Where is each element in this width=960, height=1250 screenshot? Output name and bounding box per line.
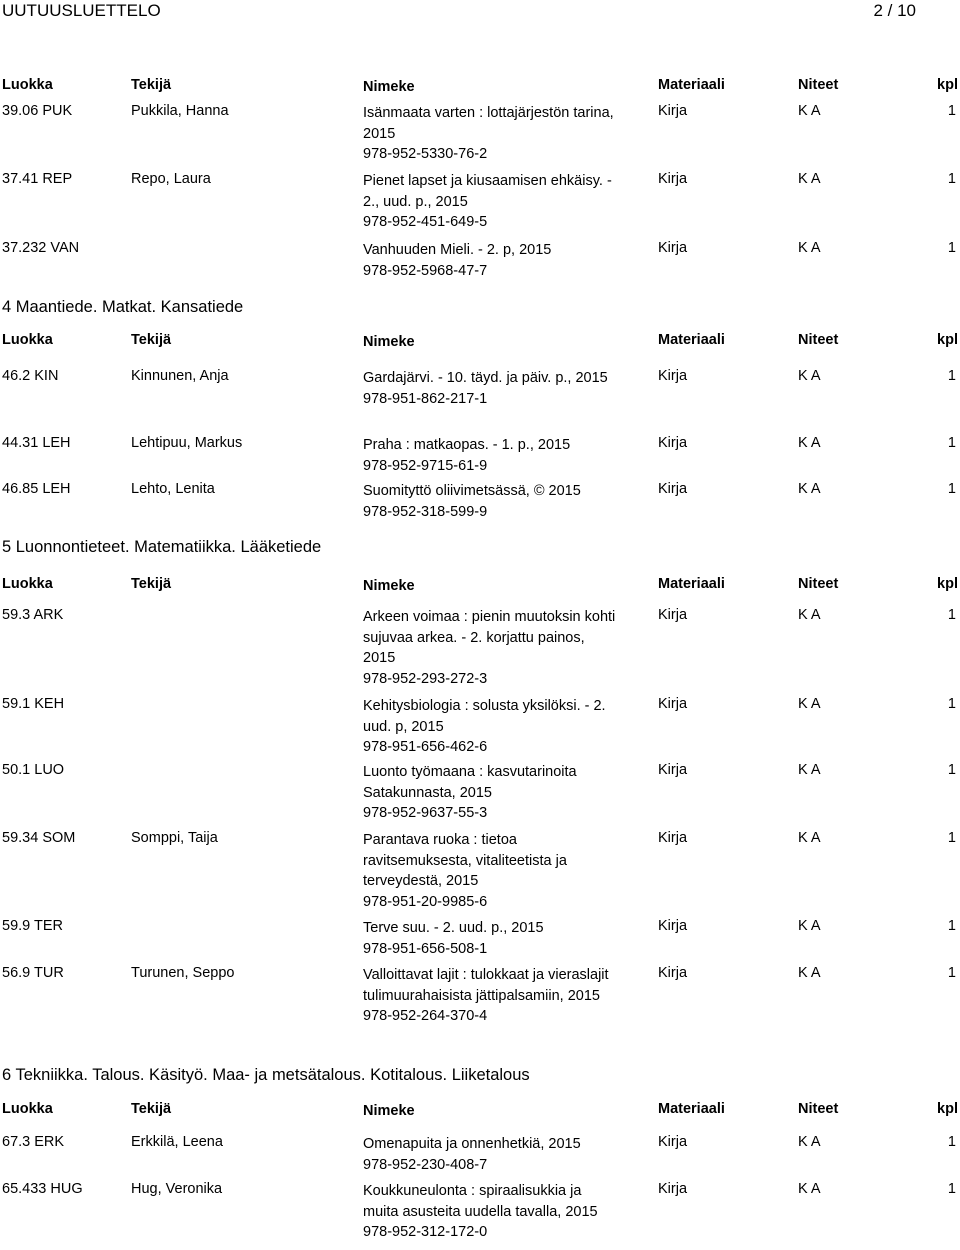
quantity: 1 [947, 1181, 956, 1197]
author: Hug, Veronika [131, 1181, 223, 1197]
column-header-row [0, 332, 960, 352]
title-text: Parantava ruoka : tietoa ravitsemuksesta, vitaliteetista ja terveydestä, 2015 [363, 832, 567, 890]
material: Kirja [658, 240, 688, 256]
material: Kirja [658, 965, 688, 981]
author: Lehto, Lenita [131, 481, 215, 497]
author: Erkkilä, Leena [131, 1134, 223, 1150]
isbn: 978-952-5968-47-7 [363, 262, 488, 279]
title-cell [363, 607, 619, 689]
title-cell [363, 762, 619, 824]
page-header [0, 0, 960, 22]
header-qty: kpl [937, 576, 958, 592]
header-author: Tekijä [131, 1101, 172, 1117]
title-cell [363, 103, 619, 165]
volumes: K A [798, 368, 821, 384]
class-code: 39.06 PUK [2, 103, 73, 119]
class-code: 44.31 LEH [2, 435, 71, 451]
title-text: Gardajärvi. - 10. täyd. ja päiv. p., 2015 [363, 370, 608, 386]
header-volumes: Niteet [798, 77, 839, 93]
volumes: K A [798, 830, 821, 846]
header-title: Nimeke [363, 1103, 415, 1119]
header-volumes: Niteet [798, 1101, 839, 1117]
header-class: Luokka [2, 576, 53, 592]
volumes: K A [798, 435, 821, 451]
header-class: Luokka [2, 77, 53, 93]
title-cell [363, 435, 619, 476]
isbn: 978-952-451-649-5 [363, 214, 488, 231]
class-code: 59.1 KEH [2, 696, 65, 712]
class-code: 50.1 LUO [2, 762, 65, 778]
section-heading: 5 Luonnontieteet. Matematiikka. Lääketiede [2, 538, 322, 556]
header-author: Tekijä [131, 77, 172, 93]
class-code: 59.34 SOM [2, 830, 76, 846]
volumes: K A [798, 762, 821, 778]
title-cell [363, 1134, 619, 1175]
quantity: 1 [947, 481, 956, 497]
header-qty: kpl [937, 1101, 958, 1117]
class-code: 65.433 HUG [2, 1181, 83, 1197]
class-code: 46.85 LEH [2, 481, 71, 497]
header-title: Nimeke [363, 334, 415, 350]
title-text: Arkeen voimaa : pienin muutoksin kohti sujuvaa arkea. - 2. korjattu painos, 2015 [363, 609, 616, 667]
material: Kirja [658, 1134, 688, 1150]
material: Kirja [658, 1181, 688, 1197]
header-material: Materiaali [658, 1101, 725, 1117]
material: Kirja [658, 481, 688, 497]
section-heading: 6 Tekniikka. Talous. Käsityö. Maa- ja metsätalous. Kotitalous. Liiketalous [2, 1066, 530, 1084]
quantity: 1 [947, 607, 956, 623]
volumes: K A [798, 240, 821, 256]
volumes: K A [798, 481, 821, 497]
volumes: K A [798, 1134, 821, 1150]
author: Somppi, Taija [131, 830, 218, 846]
header-volumes: Niteet [798, 576, 839, 592]
quantity: 1 [947, 368, 956, 384]
volumes: K A [798, 1181, 821, 1197]
column-header-row [0, 77, 960, 97]
header-author: Tekijä [131, 332, 172, 348]
column-header-row [0, 576, 960, 596]
author: Repo, Laura [131, 171, 211, 187]
class-code: 59.3 ARK [2, 607, 64, 623]
volumes: K A [798, 918, 821, 934]
header-title: Nimeke [363, 79, 415, 95]
header-material: Materiaali [658, 332, 725, 348]
material: Kirja [658, 435, 688, 451]
title-cell [363, 965, 619, 1027]
isbn: 978-952-312-172-0 [363, 1224, 488, 1241]
title-cell [363, 171, 619, 233]
isbn: 978-952-9715-61-9 [363, 457, 488, 474]
material: Kirja [658, 607, 688, 623]
material: Kirja [658, 368, 688, 384]
isbn: 978-952-230-408-7 [363, 1156, 488, 1173]
material: Kirja [658, 171, 688, 187]
title-cell [363, 830, 619, 912]
header-author: Tekijä [131, 576, 172, 592]
header-title: Nimeke [363, 578, 415, 594]
isbn: 978-952-264-370-4 [363, 1008, 488, 1025]
quantity: 1 [947, 696, 956, 712]
title-text: Suomityttö oliivimetsässä, © 2015 [363, 483, 581, 499]
title-text: Terve suu. - 2. uud. p., 2015 [363, 920, 544, 936]
header-qty: kpl [937, 332, 958, 348]
quantity: 1 [947, 1134, 956, 1150]
title-cell [363, 240, 619, 281]
header-material: Materiaali [658, 576, 725, 592]
author: Pukkila, Hanna [131, 103, 229, 119]
isbn: 978-952-5330-76-2 [363, 146, 488, 163]
material: Kirja [658, 762, 688, 778]
volumes: K A [798, 965, 821, 981]
title-cell [363, 368, 619, 409]
class-code: 37.41 REP [2, 171, 73, 187]
material: Kirja [658, 103, 688, 119]
title-text: Isänmaata varten : lottajärjestön tarina, 2015 [363, 105, 614, 142]
quantity: 1 [947, 171, 956, 187]
class-code: 46.2 KIN [2, 368, 59, 384]
quantity: 1 [947, 762, 956, 778]
title-text: Pienet lapset ja kiusaamisen ehkäisy. - 2., uud. p., 2015 [363, 173, 612, 210]
title-text: Luonto työmaana : kasvutarinoita Satakunnasta, 2015 [363, 764, 577, 801]
volumes: K A [798, 103, 821, 119]
author: Turunen, Seppo [131, 965, 235, 981]
page-number: 2 / 10 [873, 1, 916, 20]
isbn: 978-952-9637-55-3 [363, 805, 488, 822]
class-code: 67.3 ERK [2, 1134, 65, 1150]
header-volumes: Niteet [798, 332, 839, 348]
quantity: 1 [947, 965, 956, 981]
material: Kirja [658, 696, 688, 712]
material: Kirja [658, 918, 688, 934]
isbn: 978-952-318-599-9 [363, 503, 488, 520]
isbn: 978-951-862-217-1 [363, 390, 488, 407]
quantity: 1 [947, 103, 956, 119]
isbn: 978-951-656-508-1 [363, 940, 488, 957]
title-text: Praha : matkaopas. - 1. p., 2015 [363, 437, 571, 453]
title-cell [363, 918, 619, 959]
class-code: 37.232 VAN [2, 240, 80, 256]
isbn: 978-952-293-272-3 [363, 670, 488, 687]
title-cell [363, 481, 619, 522]
isbn: 978-951-20-9985-6 [363, 893, 488, 910]
header-material: Materiaali [658, 77, 725, 93]
title-text: Omenapuita ja onnenhetkiä, 2015 [363, 1136, 581, 1152]
class-code: 56.9 TUR [2, 965, 64, 981]
quantity: 1 [947, 830, 956, 846]
title-text: Koukkuneulonta : spiraalisukkia ja muita asusteita uudella tavalla, 2015 [363, 1183, 598, 1220]
title-text: Vanhuuden Mieli. - 2. p, 2015 [363, 242, 552, 258]
author: Kinnunen, Anja [131, 368, 229, 384]
title-cell [363, 1181, 619, 1243]
column-header-row [0, 1101, 960, 1121]
volumes: K A [798, 607, 821, 623]
section-heading: 4 Maantiede. Matkat. Kansatiede [2, 298, 244, 316]
header-class: Luokka [2, 332, 53, 348]
title-text: Kehitysbiologia : solusta yksilöksi. - 2. uud. p, 2015 [363, 698, 606, 735]
author: Lehtipuu, Markus [131, 435, 243, 451]
title-cell [363, 696, 619, 758]
class-code: 59.9 TER [2, 918, 63, 934]
quantity: 1 [947, 435, 956, 451]
isbn: 978-951-656-462-6 [363, 739, 488, 756]
document-title: UUTUUSLUETTELO [2, 1, 161, 20]
volumes: K A [798, 696, 821, 712]
header-qty: kpl [937, 77, 958, 93]
title-text: Valloittavat lajit : tulokkaat ja vieraslajit tulimuurahaisista jättipalsamiin, 2015 [363, 967, 609, 1004]
material: Kirja [658, 830, 688, 846]
quantity: 1 [947, 240, 956, 256]
volumes: K A [798, 171, 821, 187]
quantity: 1 [947, 918, 956, 934]
header-class: Luokka [2, 1101, 53, 1117]
